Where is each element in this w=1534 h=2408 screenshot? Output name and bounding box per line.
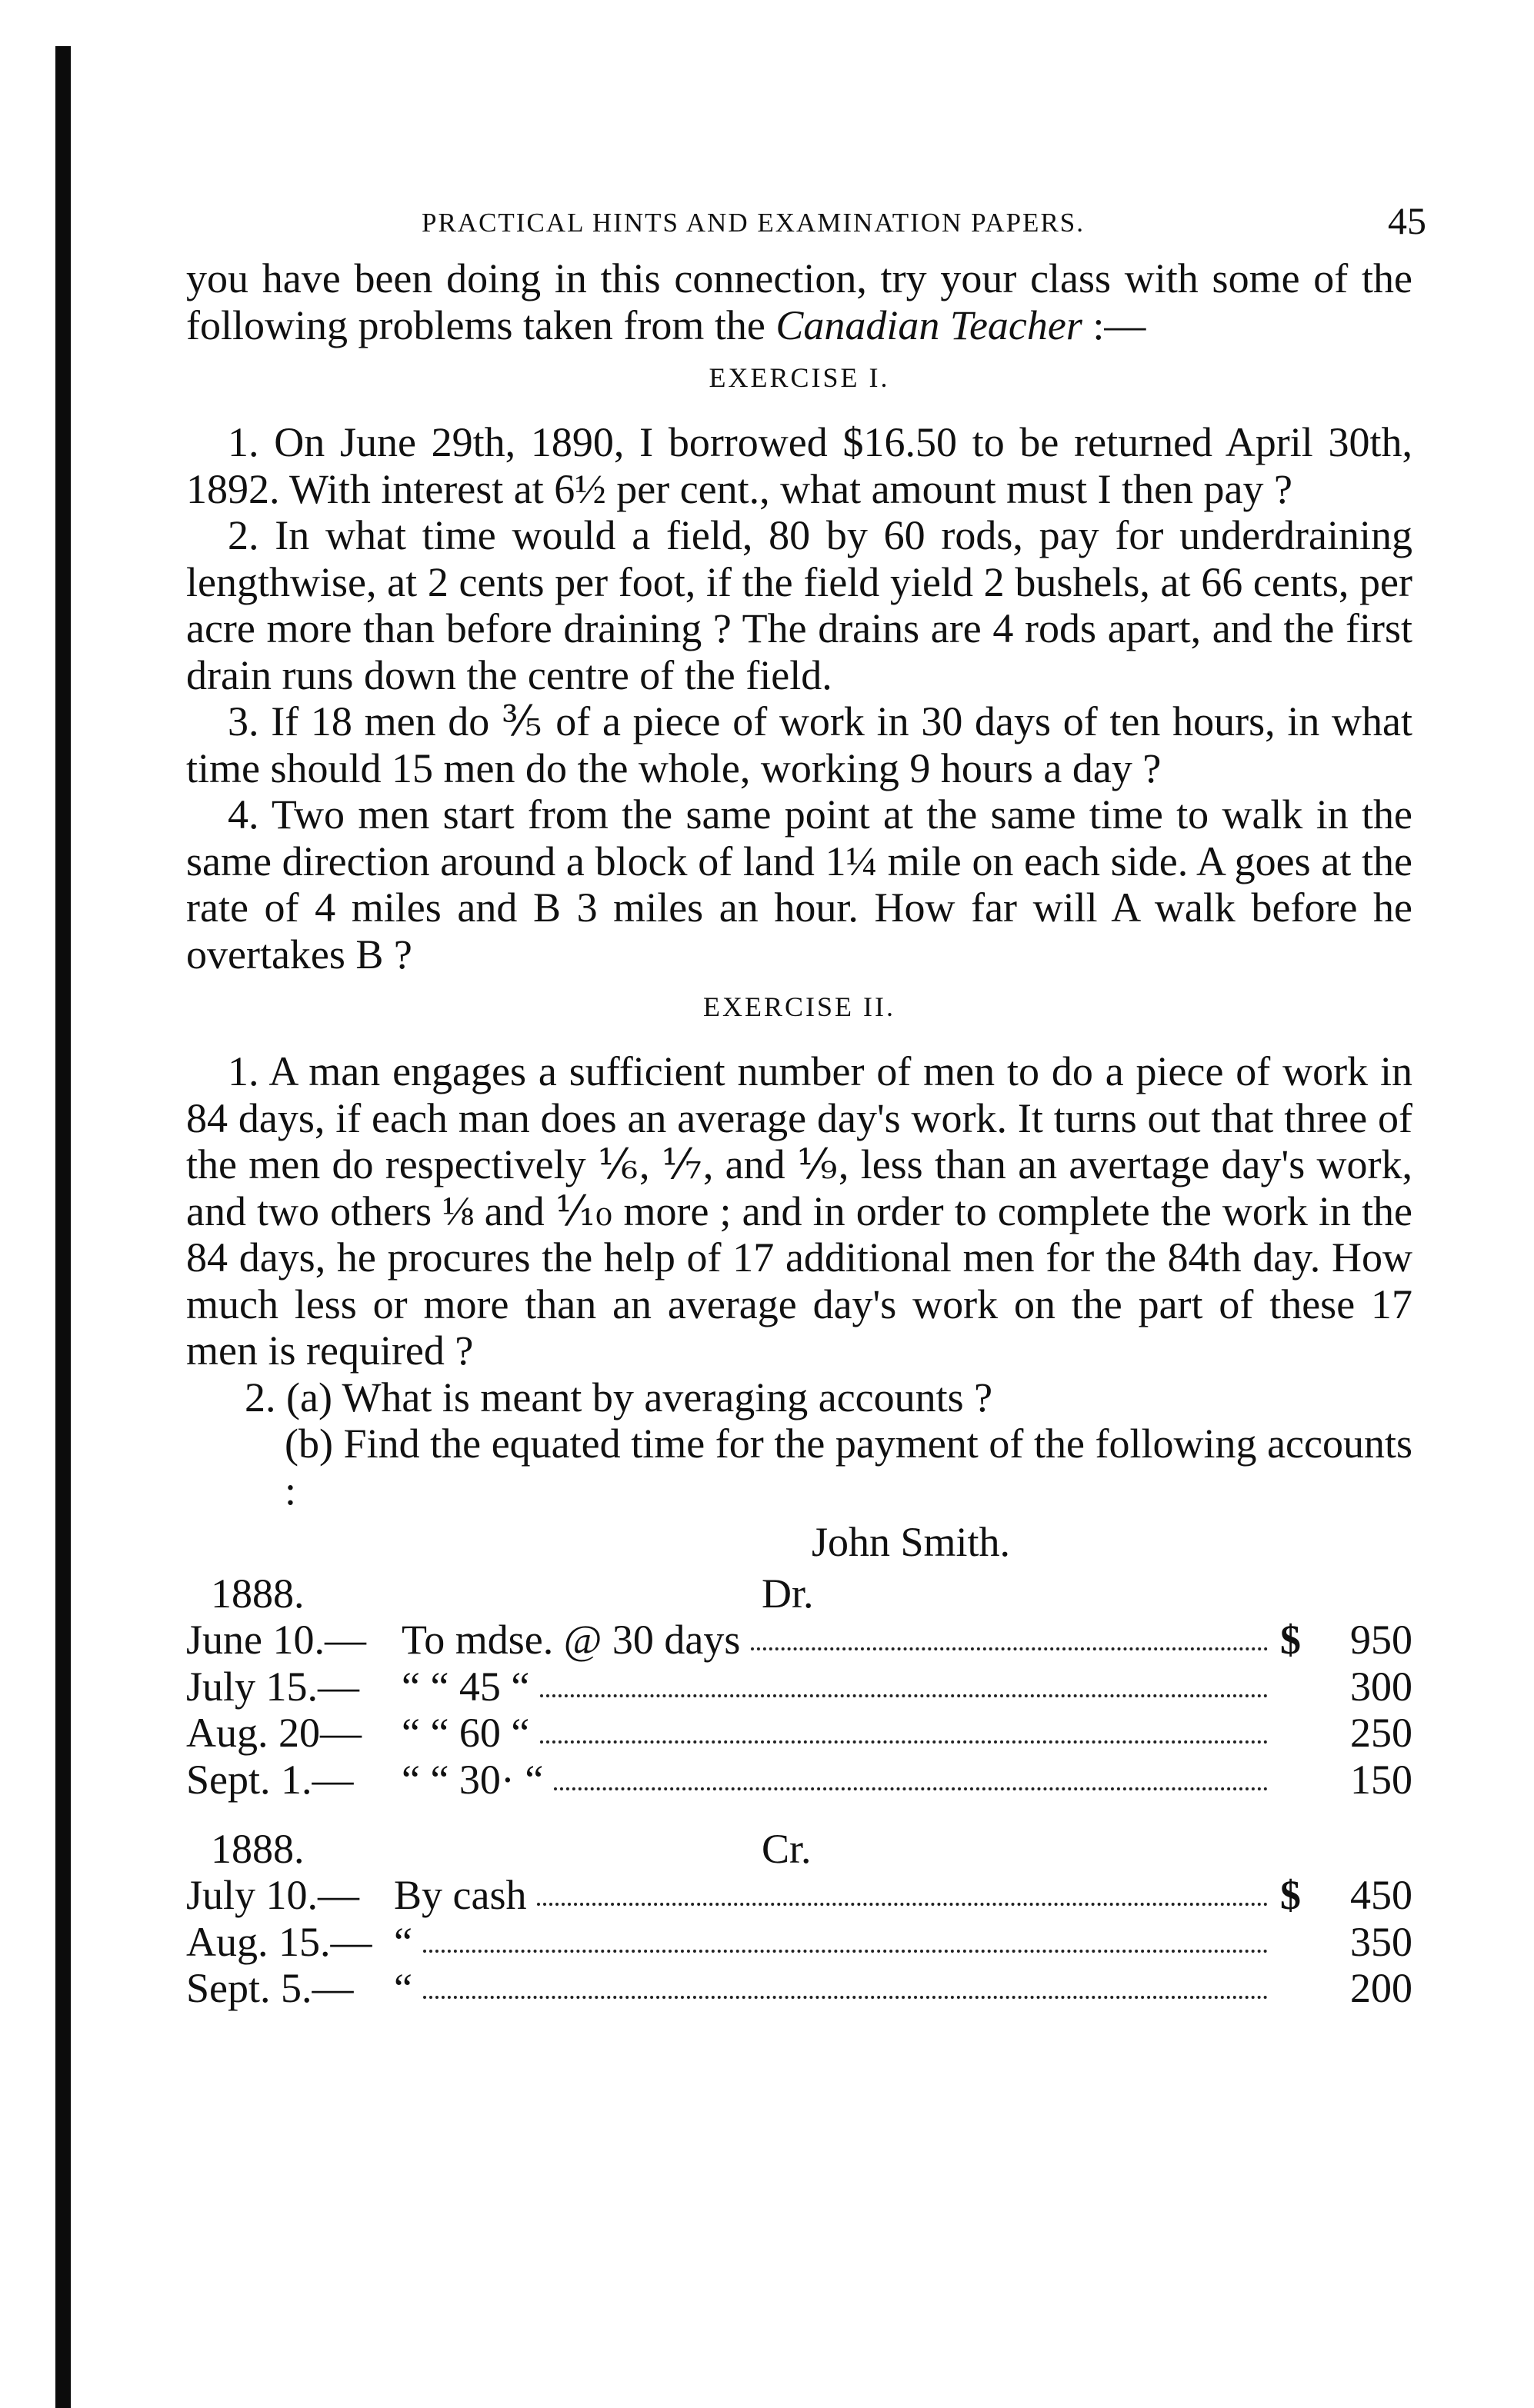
credit-row-leader-dots	[423, 1996, 1268, 1999]
running-header	[186, 199, 1426, 255]
credit-row	[186, 1919, 1412, 1966]
debit-row	[186, 1757, 1412, 1804]
credit-row-description: “	[394, 1918, 412, 1965]
debit-header	[186, 1570, 1412, 1617]
credit-row-amount: 200	[1350, 1965, 1412, 2011]
running-title: PRACTICAL HINTS AND EXAMINATION PAPERS.	[421, 208, 1085, 238]
debit-row-amount: 250	[1350, 1710, 1412, 1756]
exercise-1-problem-2: 2. In what time would a field, 80 by 60 rods, pay for underdraining lengthwise, at 2 cents per foot, if the field yield 2 bushels, at 66 cents, per acre more than before draining ? The drains are 4 rods apart, and the first drain runs down the centre of the field.	[186, 512, 1412, 698]
book-spine-shadow	[55, 46, 71, 2408]
debit-row-date: July 15.—	[186, 1663, 360, 1710]
debit-row-amount: 950	[1350, 1617, 1412, 1663]
intro-text: you have been doing in this connection, try your class with some of the following problems taken from the	[186, 255, 1412, 348]
exercise-2-problem-2a: 2. (a) What is meant by averaging accounts ?	[245, 1374, 993, 1420]
debit-row-amount: 150	[1350, 1756, 1412, 1803]
credit-row-leader-dots	[423, 1950, 1268, 1953]
debit-row-date: Aug. 20—	[186, 1710, 362, 1756]
debit-row-leader-dots	[540, 1740, 1268, 1744]
debit-year: 1888.	[211, 1570, 305, 1617]
credit-row-description: “	[394, 1965, 412, 2011]
debit-row-leader-dots	[751, 1647, 1268, 1650]
debit-row-description: “ “ 30· “	[402, 1756, 544, 1803]
page-number: 45	[1388, 199, 1426, 242]
debit-rows	[186, 1617, 1412, 1803]
exercise-2-heading: EXERCISE II.	[703, 991, 895, 1022]
debit-row-leader-dots	[554, 1787, 1268, 1790]
credit-row-date: July 10.—	[186, 1872, 360, 1918]
credit-row	[186, 1872, 1412, 1919]
debit-row-amount: 300	[1350, 1663, 1412, 1710]
account-name: John Smith.	[811, 1519, 1011, 1565]
credit-header	[186, 1826, 1412, 1872]
debit-row-leader-dots	[540, 1694, 1268, 1697]
exercise-1-heading: EXERCISE I.	[709, 362, 890, 393]
credit-row-leader-dots	[537, 1903, 1268, 1906]
debit-row-dollar-sign: $	[1280, 1617, 1301, 1663]
intro-paragraph	[186, 255, 1412, 348]
credit-row-amount: 450	[1350, 1872, 1412, 1918]
debit-row-description: “ “ 60 “	[402, 1710, 530, 1756]
credit-rows	[186, 1872, 1412, 2012]
debit-row-date: June 10.—	[186, 1617, 366, 1663]
debit-row	[186, 1710, 1412, 1757]
debit-row-date: Sept. 1.—	[186, 1756, 354, 1803]
debit-row	[186, 1617, 1412, 1664]
exercise-1-problem-4: 4. Two men start from the same point at the same time to walk in the same direction around a block of land 1¼ mile on each side. A goes at the rate of 4 miles and B 3 miles an hour. How far will A walk before he overtakes B ?	[186, 791, 1412, 978]
credit-row	[186, 1965, 1412, 2012]
exercise-1-problem-3: 3. If 18 men do ⅗ of a piece of work in 30 days of ten hours, in what time should 15 men do the whole, working 9 hours a day ?	[186, 698, 1412, 791]
credit-row-date: Sept. 5.—	[186, 1965, 354, 2011]
credit-side-label: Cr.	[762, 1826, 812, 1872]
debit-side-label: Dr.	[762, 1570, 814, 1617]
exercise-2-problem-2b: (b) Find the equated time for the payment of the following accounts :	[285, 1420, 1412, 1514]
debit-row	[186, 1664, 1412, 1710]
credit-row-dollar-sign: $	[1280, 1872, 1301, 1918]
debit-row-description: To mdse. @ 30 days	[402, 1617, 741, 1663]
exercise-1-problem-1: 1. On June 29th, 1890, I borrowed $16.50 to be returned April 30th, 1892. With interest at 6½ per cent., what amount must I then pay ?	[186, 419, 1412, 512]
credit-row-description: By cash	[394, 1872, 527, 1918]
credit-row-amount: 350	[1350, 1918, 1412, 1965]
credit-row-date: Aug. 15.—	[186, 1918, 372, 1965]
debit-row-description: “ “ 45 “	[402, 1663, 530, 1710]
intro-source: Canadian Teacher	[775, 301, 1082, 348]
intro-tail: :—	[1082, 301, 1146, 348]
exercise-2-problem-1: 1. A man engages a sufficient number of men to do a piece of work in 84 days, if each man does an average day's work. It turns out that three of the men do respectively ⅙, ⅐, and ⅑, less than an avertage day's work, and two others ⅛ and ⅒ more ; and in order to complete the work in the 84 days, he procures the help of 17 additional men for the 84th day. How much less or more than an average day's work on the part of these 17 men is required ?	[186, 1048, 1412, 1374]
page-content	[186, 199, 1426, 2012]
credit-year: 1888.	[211, 1826, 305, 1872]
